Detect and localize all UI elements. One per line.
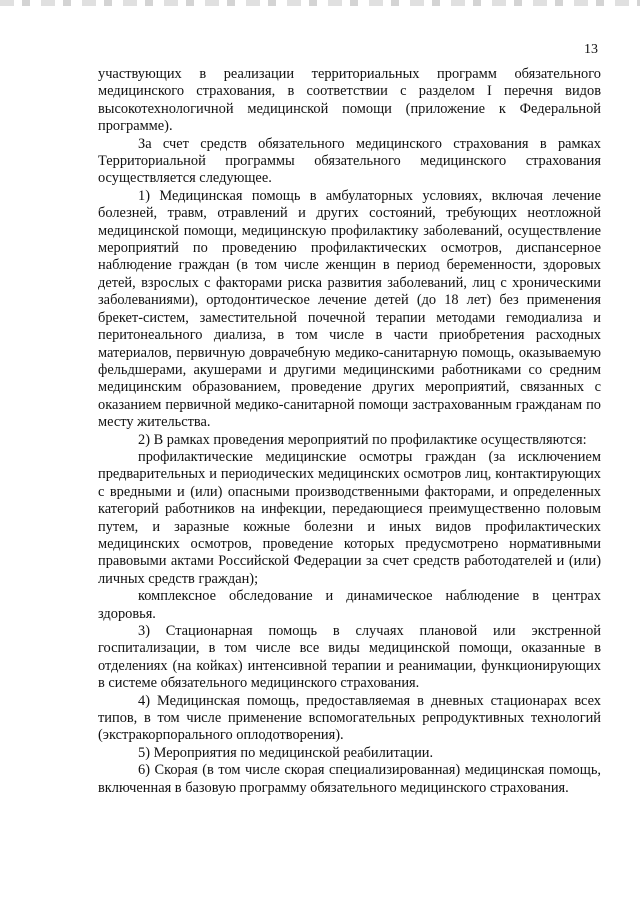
paragraph-item-4: 4) Медицинская помощь, предоставляемая в дневных стационарах всех типов, в том числе применение вспомогательных репродуктивных технологий (экстракорпорального оплодотворения). [98, 692, 601, 744]
paragraph-continuation: участвующих в реализации территориальных программ обязательного медицинского страхования, в соответствии с разделом I перечня видов высокотехнологичной медицинской помощи (приложение к Федеральной программе). [98, 66, 601, 135]
document-body [98, 66, 601, 797]
paragraph-intro: За счет средств обязательного медицинского страхования в рамках Территориальной программы обязательного медицинского страхования осуществляется следующее. [98, 135, 601, 187]
paragraph-item-2: 2) В рамках проведения мероприятий по профилактике осуществляются: [138, 431, 587, 448]
paragraph-item-1: 1) Медицинская помощь в амбулаторных условиях, включая лечение болезней, травм, отравлений и других состояний, требующих неотложной медицинской помощи, медицинскую профилактику заболеваний, осуществление мероприятий по проведению профилактических осмотров, диспансерное наблюдение граждан (в том числе женщин в период беременности, здоровых детей, взрослых с факторами риска развития заболеваний, лиц с хроническими заболеваниями), ортодонтическое лечение детей (до 18 лет) без применения брекет-систем, заместительной почечной терапии методами гемодиализа и перитонеального диализа, в том числе в части приобретения расходных материалов, первичную доврачебную медико-санитарную помощь, оказываемую фельдшерами, акушерами и другими медицинскими работниками со средним медицинским образованием, проведение других мероприятий, связанных с оказанием первичной медико-санитарной помощи застрахованным гражданам по месту жительства. [98, 187, 601, 431]
paragraph-item-3: 3) Стационарная помощь в случаях плановой или экстренной госпитализации, в том числе все виды медицинской помощи, оказанные в отделениях (на койках) интенсивной терапии и реанимации, функционирующих в системе обязательного медицинского страхования. [98, 623, 601, 692]
page-number: 13 [584, 42, 598, 57]
paragraph-item-6: 6) Скорая (в том числе скорая специализированная) медицинская помощь, включенная в базовую программу обязательного медицинского страхования. [98, 762, 601, 796]
paragraph-subitem-health-centers: комплексное обследование и динамическое наблюдение в центрах здоровья. [98, 588, 601, 622]
paragraph-subitem-preventive-exams: профилактические медицинские осмотры граждан (за исключением предварительных и периодических медицинских осмотров лиц, контактирующих с вредными и (или) опасными производственными факторами, и определенных категорий работников на инфекции, передающиеся преимущественно половым путем, и заразные кожные болезни и иных видов профилактических медицинских осмотров, проведение которых предусмотрено нормативными правовыми актами Российской Федерации за счет средств работодателей и (или) личных средств граждан); [98, 448, 601, 587]
paragraph-item-5: 5) Мероприятия по медицинской реабилитации. [138, 744, 434, 761]
scan-artifact-line [0, 0, 640, 6]
